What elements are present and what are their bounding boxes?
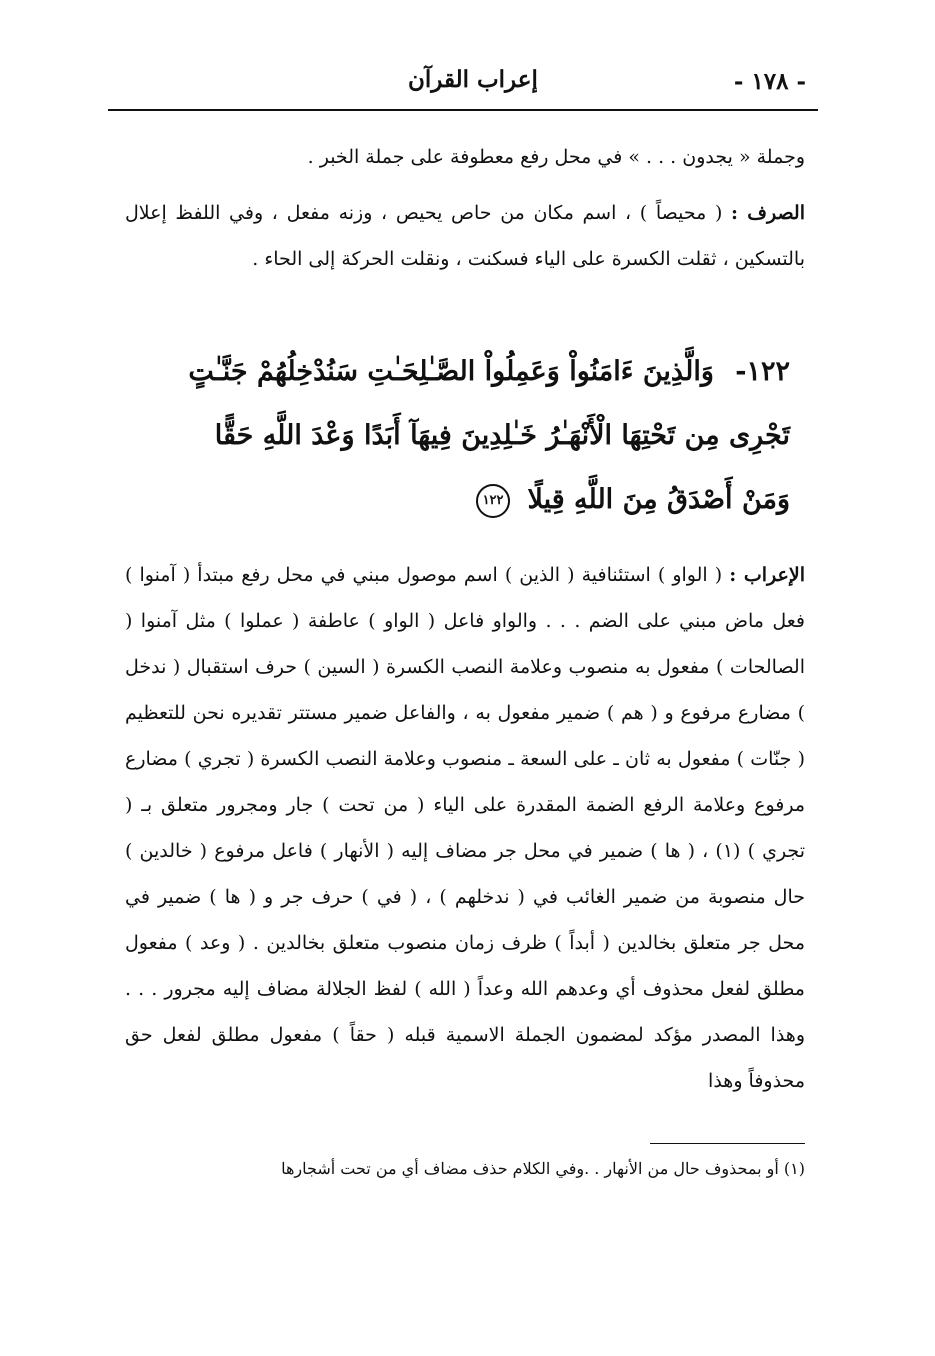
header-divider (108, 109, 818, 111)
quran-verse (160, 340, 790, 532)
running-title: إعراب القرآن (408, 66, 538, 93)
paragraph-text: ( الواو ) استئنافية ( الذين ) اسم موصول مبني في محل رفع مبتدأ ( آمنوا ) فعل ماض مبني على الضم . . . والواو فاعل ( الواو ) عاطفة ( عملوا ) مثل آمنوا ( الصالحات ) مفعول به منصوب وعلامة النصب الكسرة ( السين ) حرف استقبال ( ندخل ) مضارع مرفوع و ( هم ) ضمير مفعول به ، والفاعل ضمير مستتر تقديره نحن للتعظيم ( جنّات ) مفعول به ثان ـ على السعة ـ منصوب وعلامة النصب الكسرة ( تجري ) مضارع مرفوع وعلامة الرفع الضمة المقدرة على الياء ( من تحت ) جار ومجرور متعلق بـ ( تجري ) (١) ، ( ها ) ضمير في محل جر مضاف إليه ( الأنهار ) فاعل مرفوع ( خالدين ) حال منصوبة من ضمير الغائب في ( ندخلهم ) ، ( في ) حرف جر و ( ها ) ضمير في محل جر متعلق بخالدين ( أبداً ) ظرف زمان منصوب متعلق بخالدين . ( وعد ) مفعول مطلق لفعل محذوف أي وعدهم الله وعداً ( الله ) لفظ الجلالة مضاف إليه مجرور . . . وهذا المصدر مؤكد لمضمون الجملة الاسمية قبله ( حقاً ) مفعول مطلق لفعل حق محذوفاً وهذا (125, 564, 805, 1092)
footnote-divider (650, 1143, 805, 1144)
page-header (108, 60, 818, 110)
paragraph-parsing (125, 552, 805, 1104)
section-label-morphology: الصرف : (731, 202, 805, 224)
verse-number: ١٢٢- (735, 356, 790, 387)
ayah-end-marker: ١٢٢ (476, 484, 510, 518)
verse-text: وَالَّذِينَ ءَامَنُواْ وَعَمِلُواْ الصَّـٰلِحَـٰتِ سَنُدْخِلُهُمْ جَنَّـٰتٍ تَجْرِى مِن تَحْتِهَا الْأَنْهَـٰرُ خَـٰلِدِينَ فِيهَآ أَبَدًا وَعْدَ اللَّهِ حَقًّا وَمَنْ أَصْدَقُ مِنَ اللَّهِ قِيلًا (188, 356, 790, 515)
paragraph-text: ( محيصاً ) ، اسم مكان من حاص يحيص ، وزنه مفعل ، وفي اللفظ إعلال بالتسكين ، ثقلت الكسرة على الياء فسكنت ، ونقلت الحركة إلى الحاء . (125, 202, 805, 270)
paragraph-morphology (125, 190, 805, 282)
paragraph-text: وجملة « يجدون . . . » في محل رفع معطوفة على جملة الخبر . (307, 146, 805, 168)
paragraph-sentence-note (125, 134, 805, 180)
page-number: - ١٧٨ - (733, 68, 806, 95)
footnote: (١) أو بمحذوف حال من الأنهار . .وفي الكلام حذف مضاف أي من تحت أشجارها (281, 1159, 805, 1178)
section-label-parsing: الإعراب : (729, 564, 805, 586)
